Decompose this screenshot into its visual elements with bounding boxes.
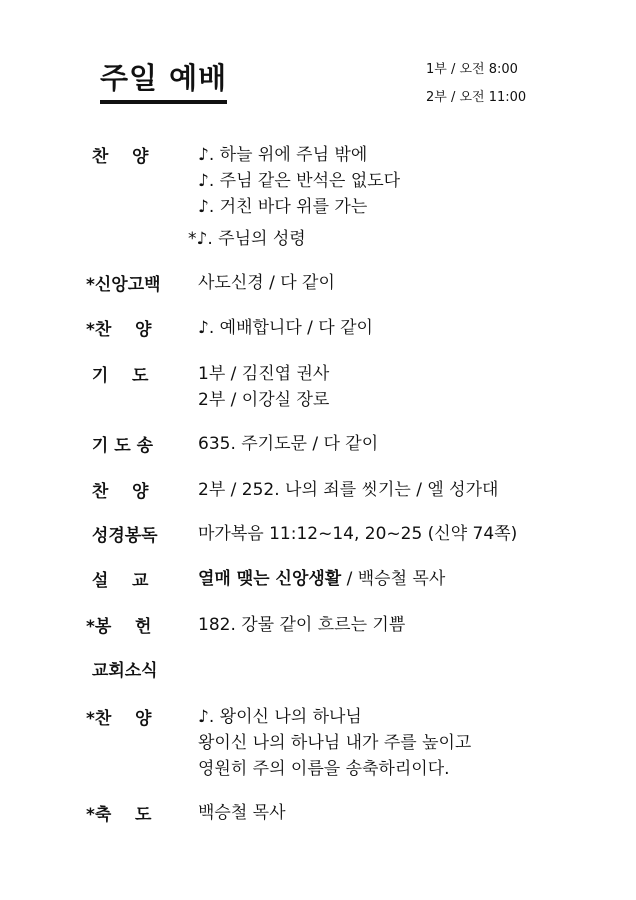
order-label: 기 도: [86, 366, 149, 386]
order-content: [198, 270, 598, 296]
order-content: [198, 800, 598, 826]
order-line: 635. 주기도문 / 다 같이: [198, 434, 379, 454]
order-line: ♪. 왕이신 나의 하나님: [198, 707, 362, 727]
order-line: 백승철 목사: [198, 803, 286, 823]
order-label: 설 교: [86, 571, 149, 591]
order-line: [198, 566, 598, 592]
order-label: *찬 양: [86, 320, 152, 340]
order-label: 찬 양: [86, 147, 149, 167]
order-content: [188, 142, 598, 252]
order-line: 1부 / 김진엽 권사: [198, 364, 330, 384]
order-line: 2부 / 이강실 장로: [198, 390, 330, 410]
order-content: [198, 477, 598, 503]
order-content: [198, 361, 598, 413]
service-time-1: 1부 / 오전 8:00: [426, 62, 518, 77]
page-title: 주일 예배: [100, 58, 227, 104]
service-time-2: 2부 / 오전 11:00: [426, 90, 527, 105]
order-line: 영원히 주의 이름을 송축하리이다.: [198, 759, 450, 779]
order-label: 찬 양: [86, 482, 149, 502]
order-label: *찬 양: [86, 709, 152, 729]
order-content: [198, 704, 598, 782]
order-label: *신앙고백: [86, 275, 161, 295]
order-content: [198, 566, 598, 592]
sermon-preacher: / 백승철 목사: [346, 569, 446, 589]
order-line: 2부 / 252. 나의 죄를 씻기는 / 엘 성가대: [198, 480, 499, 500]
order-content: [198, 315, 598, 341]
order-line: 182. 강물 같이 흐르는 기쁨: [198, 615, 406, 635]
order-line: 왕이신 나의 하나님 내가 주를 높이고: [198, 733, 472, 753]
order-content: [198, 612, 598, 638]
order-line: ♪. 예배합니다 / 다 같이: [198, 318, 373, 338]
order-line: ♪. 거친 바다 위를 가는: [198, 197, 368, 217]
order-line: ♪. 하늘 위에 주님 밖에: [198, 145, 368, 165]
sermon-title: 열매 맺는 신앙생활: [198, 569, 342, 589]
service-times: [426, 58, 526, 114]
order-line: ♪. 주님 같은 반석은 없도다: [198, 171, 401, 191]
order-line: *♪. 주님의 성령: [188, 229, 306, 249]
order-label: *축 도: [86, 805, 152, 825]
order-label: *봉 헌: [86, 617, 152, 637]
title-block: [100, 58, 227, 104]
order-label: 성경봉독: [86, 526, 158, 546]
order-line: 사도신경 / 다 같이: [198, 273, 335, 293]
order-content: [198, 431, 598, 457]
order-line: 마가복음 11:12~14, 20~25 (신약 74쪽): [198, 524, 518, 544]
order-content: [198, 521, 598, 547]
order-label: 기 도 송: [86, 436, 154, 456]
order-label: 교회소식: [86, 661, 158, 681]
